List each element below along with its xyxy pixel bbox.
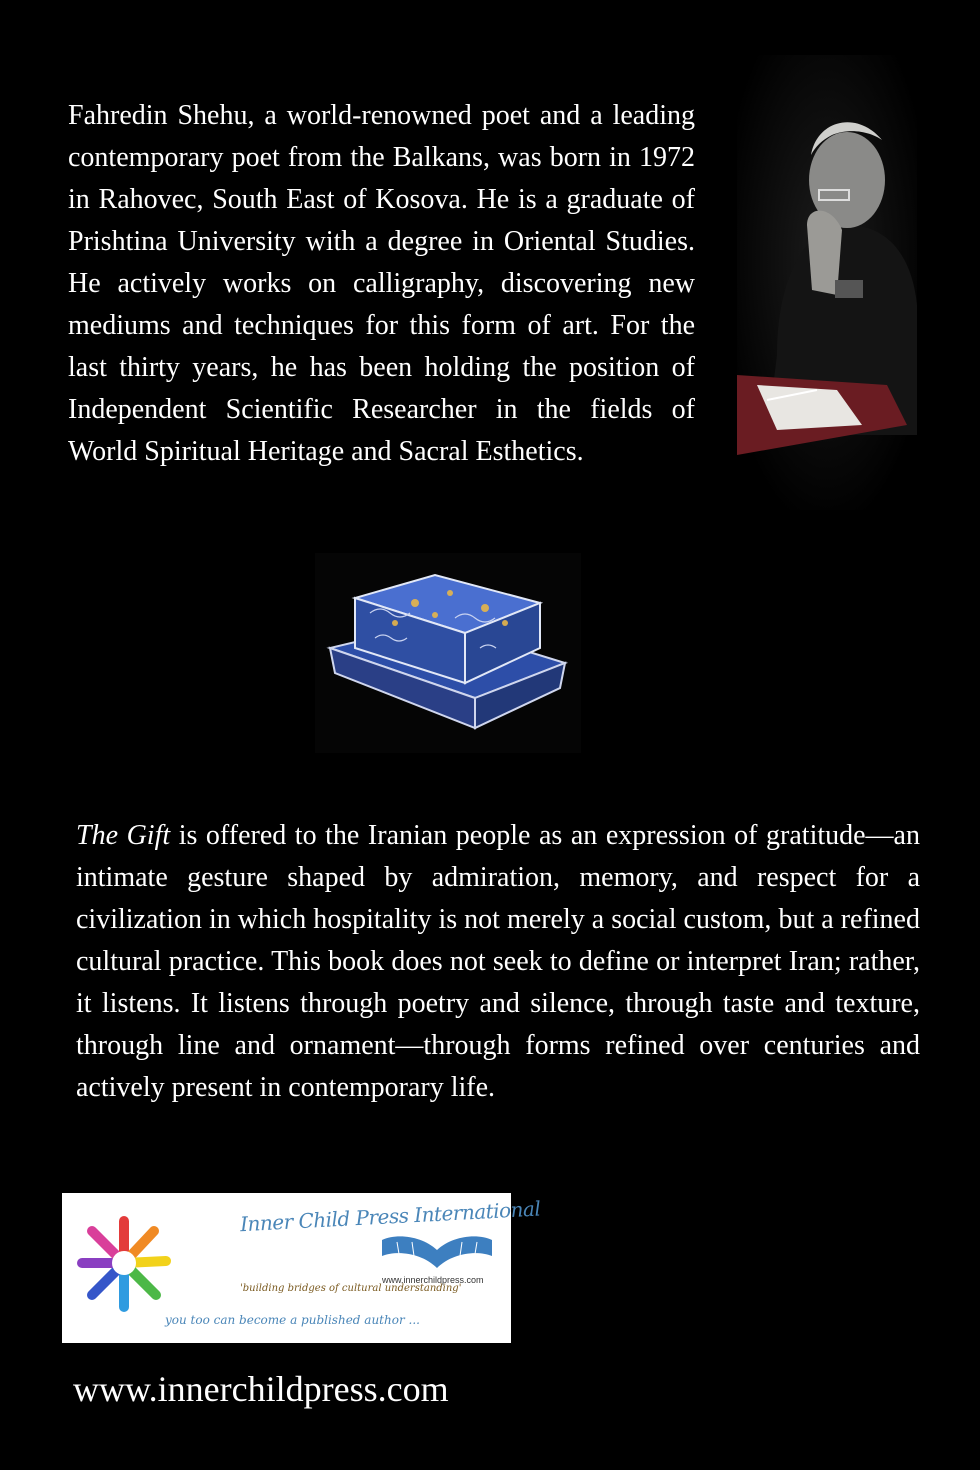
website-link[interactable]: www.innerchildpress.com [73, 1369, 449, 1409]
publisher-tagline: 'building bridges of cultural understanding' [240, 1283, 462, 1294]
book-description [76, 815, 920, 1109]
author-bio: Fahredin Shehu, a world-renowned poet and a leading contemporary poet from the Balkans, was born in 1972 in Rahovec, South East of Kosova. He is a graduate of Prishtina University with a degree in Oriental Studies. He actively works on calligraphy, discovering new mediums and techniques for this form of art. For the last thirty years, he has been holding the position of Independent Scientific Researcher in the fields of World Spiritual Heritage and Sacral Esthetics. [68, 100, 695, 467]
author-portrait [737, 55, 917, 510]
publisher-slogan: you too can become a published author ... [165, 1313, 420, 1327]
book-description-text: is offered to the Iranian people as an expression of gratitude—an intimate gesture shaped by admiration, memory, and respect for a civilization in which hospitality is not merely a social custom, but a refined cultural practice. This book does not seek to define or interpret Iran; rather, it listens. It listens through poetry and silence, through taste and texture, through line and ornament—through forms refined over centuries and actively present in contemporary life. [76, 820, 920, 1103]
ornamental-box-photo [315, 553, 581, 753]
publisher-logo-url: www.innerchildpress.com [382, 1275, 484, 1285]
publisher-logo [62, 1193, 541, 1343]
open-book-icon [377, 1228, 497, 1273]
book-title: The Gift [76, 820, 171, 851]
publisher-name: Inner Child Press International [239, 1196, 541, 1237]
colorful-hands-icon [74, 1213, 174, 1313]
